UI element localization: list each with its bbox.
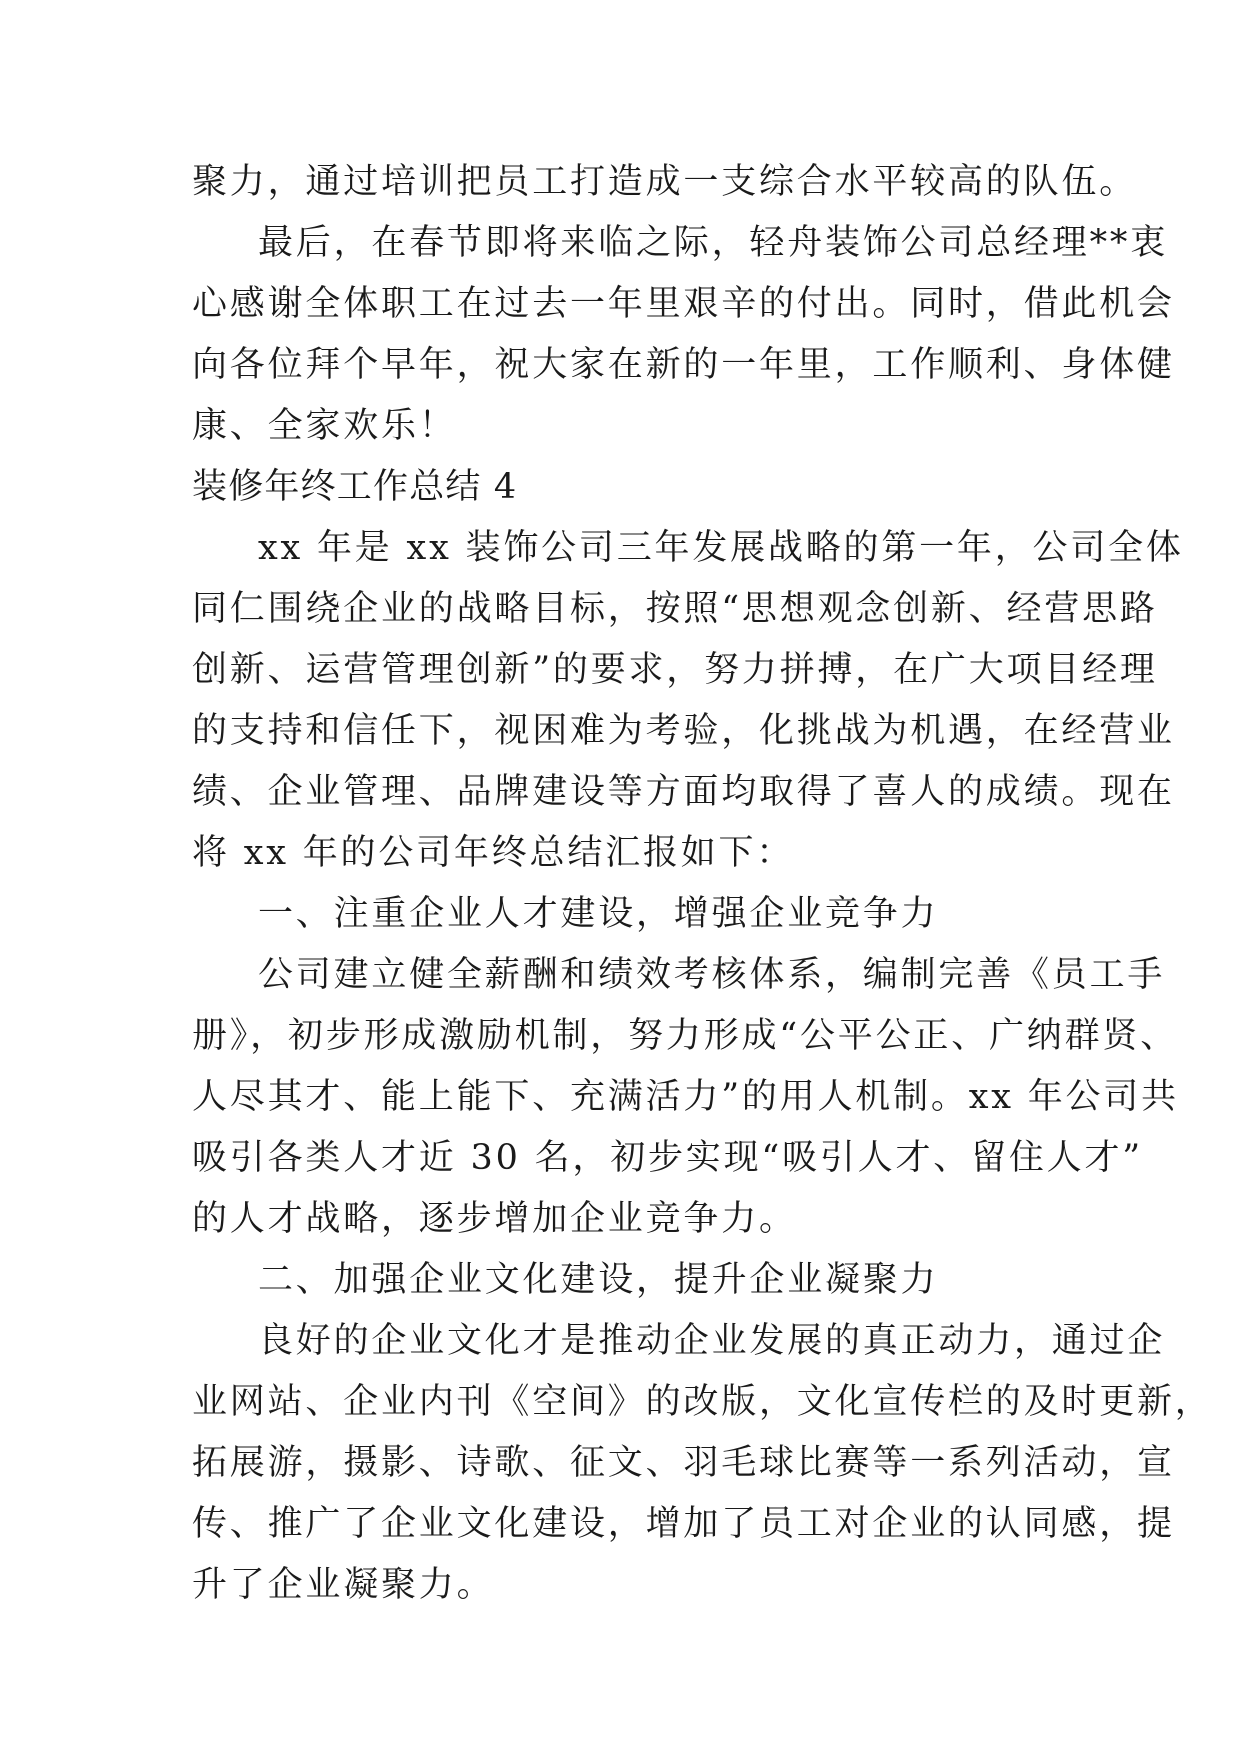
paragraph-line: 的支持和信任下，视困难为考验，化挑战为机遇，在经营业 bbox=[192, 711, 1175, 751]
paragraph-line: 聚力，通过培训把员工打造成一支综合水平较高的队伍。 bbox=[192, 162, 1138, 202]
paragraph-line: 绩、企业管理、品牌建设等方面均取得了喜人的成绩。现在 bbox=[192, 772, 1175, 812]
paragraph-line: 吸引各类人才近 30 名，初步实现“吸引人才、留住人才” bbox=[192, 1138, 1143, 1178]
paragraph-line: xx 年是 xx 装饰公司三年发展战略的第一年，公司全体 bbox=[258, 528, 1184, 568]
paragraph-line: 升了企业凝聚力。 bbox=[192, 1565, 495, 1605]
paragraph-line: 拓展游，摄影、诗歌、征文、羽毛球比赛等一系列活动，宣 bbox=[192, 1443, 1175, 1483]
subsection-heading: 二、加强企业文化建设，提升企业凝聚力 bbox=[258, 1260, 939, 1300]
paragraph-line: 最后，在春节即将来临之际，轻舟装饰公司总经理**衷 bbox=[258, 223, 1169, 263]
paragraph-line: 业网站、企业内刊《空间》的改版，文化宣传栏的及时更新， bbox=[192, 1382, 1213, 1422]
section-title: 装修年终工作总结 4 bbox=[192, 467, 518, 507]
paragraph-line: 康、全家欢乐！ bbox=[192, 406, 457, 446]
paragraph-line: 传、推广了企业文化建设，增加了员工对企业的认同感，提 bbox=[192, 1504, 1175, 1544]
paragraph-line: 心感谢全体职工在过去一年里艰辛的付出。同时，借此机会 bbox=[192, 284, 1175, 324]
subsection-heading: 一、注重企业人才建设，增强企业竞争力 bbox=[258, 894, 939, 934]
paragraph-line: 同仁围绕企业的战略目标，按照“思想观念创新、经营思路 bbox=[192, 589, 1158, 629]
paragraph-line: 良好的企业文化才是推动企业发展的真正动力，通过企 bbox=[258, 1321, 1166, 1361]
paragraph-line: 公司建立健全薪酬和绩效考核体系，编制完善《员工手 bbox=[258, 955, 1166, 995]
paragraph-line: 将 xx 年的公司年终总结汇报如下： bbox=[192, 833, 795, 873]
paragraph-line: 向各位拜个早年，祝大家在新的一年里，工作顺利、身体健 bbox=[192, 345, 1175, 385]
paragraph-line: 册》，初步形成激励机制，努力形成“公平公正、广纳群贤、 bbox=[192, 1016, 1178, 1056]
paragraph-line: 的人才战略，逐步增加企业竞争力。 bbox=[192, 1199, 797, 1239]
paragraph-line: 人尽其才、能上能下、充满活力”的用人机制。xx 年公司共 bbox=[192, 1077, 1179, 1117]
paragraph-line: 创新、运营管理创新”的要求，努力拼搏，在广大项目经理 bbox=[192, 650, 1158, 690]
document-body bbox=[192, 152, 1213, 1616]
